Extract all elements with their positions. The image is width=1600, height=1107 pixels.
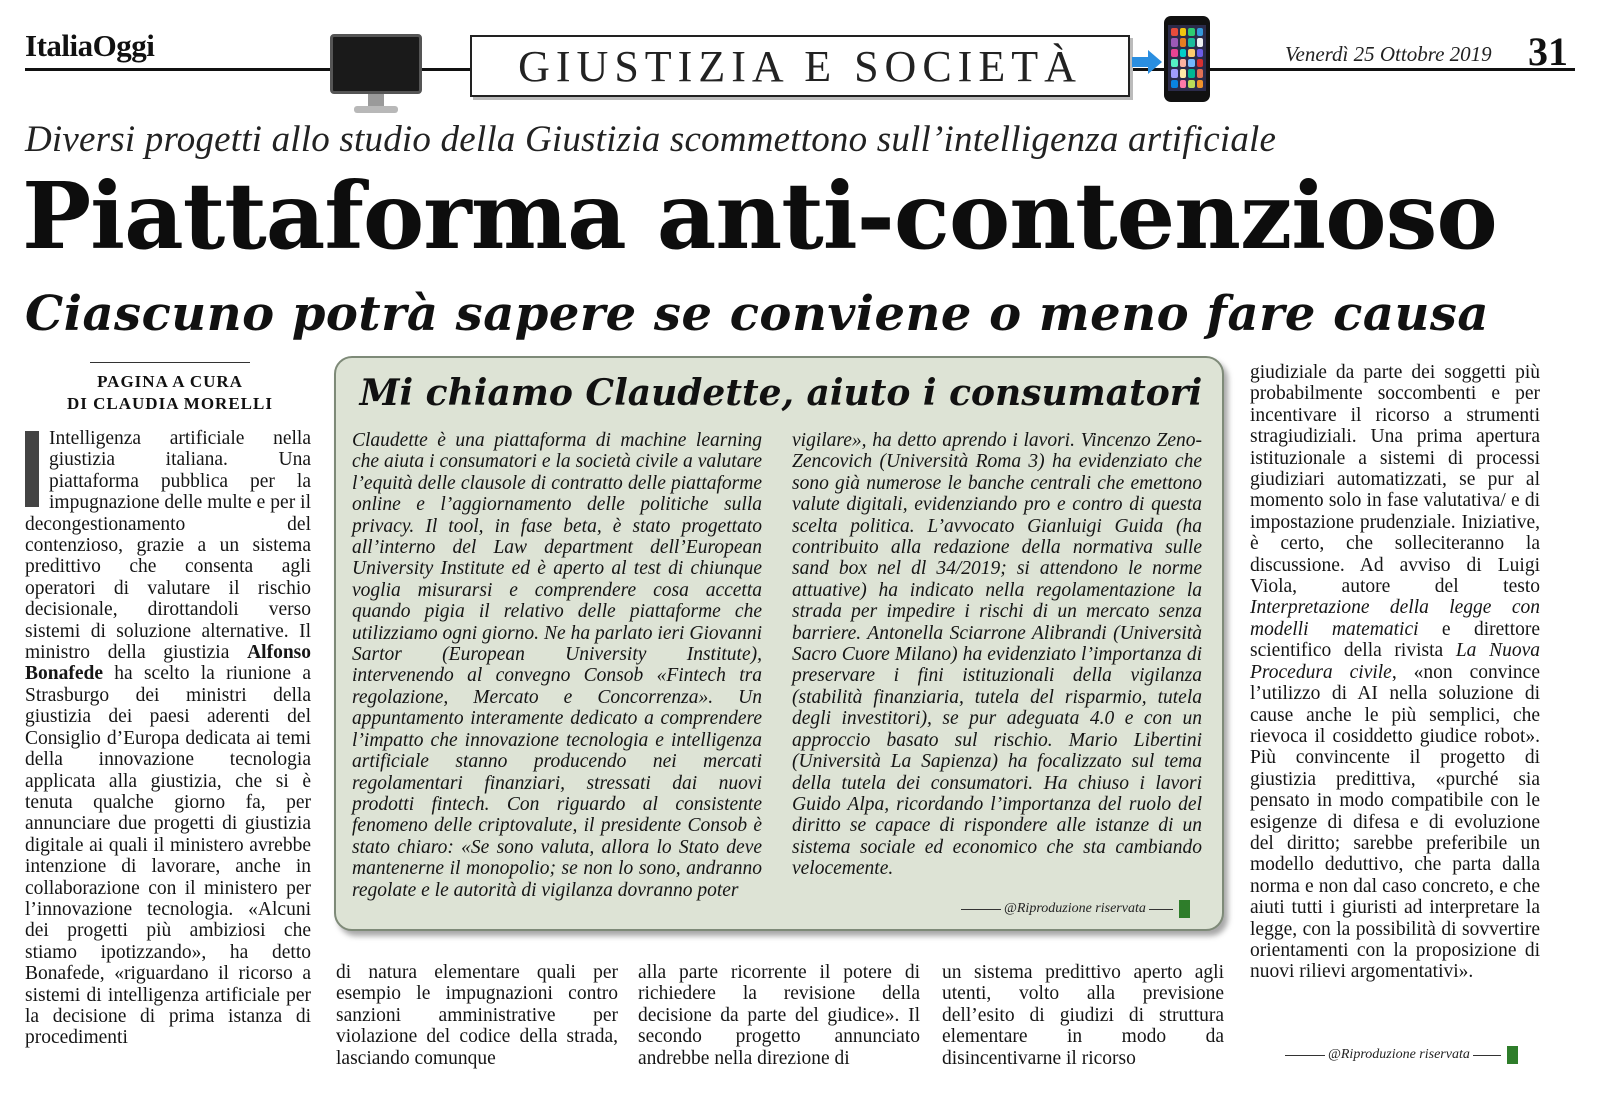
drop-cap-bar	[25, 431, 39, 507]
article-column-5	[1250, 362, 1540, 983]
byline	[25, 362, 315, 415]
copyright-text: @Riproduzione riservata	[1004, 901, 1146, 916]
byline-rule	[90, 362, 250, 363]
end-marker-icon	[1179, 900, 1190, 918]
sidebar-column-right: vigilare», ha detto aprendo i lavori. Vincenzo Zeno-Zencovich (Università Roma 3) ha evidenziato che sono già numerose le banche centrali che emettono valute digitali, evidenziando pro e contro di questa scelta politica. L’avvocato Gianluigi Guida (ha contribuito alla redazione della normativa sulle sand box nel dl 34/2019; si attendono le norme attuative) ha indicato nella regolamentazione la strada per impedire i rischi di un mercato senza barriere. Antonella Sciarrone Alibrandi (Università Sacro Cuore Milano) ha evidenziato l’importanza di preservare i fini istituzionali della vigilanza (stabilità finanziaria, tutela del risparmio, tutela degli investitori), se pur adeguata 4.0 e con un approccio basato sul rischio. Mario Libertini (Università La Sapienza) ha focalizzato sul tema della tutela dei consumatori. Ha chiuso i lavori Guido Alpa, ricordando l’importanza del ruolo del diritto se capace di rispondere alle istanze di un sistema sociale ed economico che sta cambiando velocemente.	[792, 430, 1202, 880]
section-title: GIUSTIZIA E SOCIETÀ	[518, 41, 1082, 91]
sidebar-box	[334, 356, 1224, 931]
smartphone-icon	[1164, 16, 1210, 102]
byline-label: PAGINA A CURA	[97, 372, 243, 391]
sidebar-column-left: Claudette è una piattaforma di machine learning che aiuta i consumatori e la società civile a valutare l’equità delle clausole di contratto delle piattaforme online e l’aggiornamento delle politiche sulla privacy. Il tool, in fase beta, è stato progettato all’interno del Law department dell’European University Institute ed è aperto al test di chiunque voglia misurarsi e comprendere cosa accetta quando pigia il relativo delle piattaforme che utilizziamo ogni giorno. Ne ha parlato ieri Giovanni Sartor (European University Institute), intervenendo al convegno Consob «Fintech tra regolazione, Mercato e Concorrenza». Un appuntamento interamente dedicato a comprendere l’impatto che innovazione tecnologia e intelligenza artificiale stanno producendo nei mercati regolamentari finanziari, stressati dai nuovi prodotti fintech. Con riguardo al consistente fenomeno delle criptovalute, il presidente Consob è stato chiaro: «Se sono valuta, allora lo Stato deve mantenerne il monopolio; se non lo sono, andranno regolate e le autorità di vigilanza dovranno poter	[352, 430, 762, 901]
journal-title: La Nuova Procedura civile	[1250, 640, 1540, 683]
article-column-3	[638, 962, 920, 1069]
copyright-text: @Riproduzione riservata	[1328, 1047, 1470, 1062]
newspaper-logo: ItaliaOggi	[25, 28, 155, 63]
article-text: ha scelto la riunione a Strasburgo dei ministri della giustizia dei paesi aderenti del Consiglio d’Europa dedicata ai temi della innovazione tecnologia applicata alla giustizia, che si è tenuta qualche giorno fa, per annunciare due progetti di giustizia digitale ai quali il ministero avrebbe intenzione di lavorare, anche in collaborazione con il ministero per l’innovazione tecnologia. «Alcuni dei progetti più ambiziosi che stiamo ipotizzando», ha detto Bonafede, «riguardano il ricorso a sistemi di intelligenza artificiale per la decisione di prima istanza di procedimenti	[25, 663, 311, 1049]
page-number: 31	[1528, 29, 1568, 74]
main-headline: Piattaforma anti-contenzioso	[22, 162, 1497, 270]
end-marker-icon	[1507, 1046, 1518, 1064]
minister-name: Alfonso Bonafede	[25, 642, 312, 685]
arrow-right-icon	[1132, 50, 1162, 74]
masthead	[0, 0, 1600, 120]
article-text: Intelligenza artificiale nella giustizia italiana. Una piattaforma pubblica per la impugnazione delle multe e per il decongestionamento del contenzioso, grazie a un sistema predittivo che consenta agli operatori di valutare il rischio decisionale, dirottandoli verso sistemi di soluzione alternative. Il ministro della giustizia	[25, 428, 311, 664]
article-column-1	[25, 428, 311, 1049]
article-text: , «non convince l’utilizzo di AI nella soluzione di cause anche le più semplici, che rievoca il cosiddetto giudice robot». Più convincente il progetto di giustizia predittiva, «purché sia pensato in modo compatibile con le esigenze di difesa e di evoluzione del diritto; sarebbe preferibile un modello deduttivo, che parta dalla norma e non dal caso concreto, e che aiuti tutti i giuristi ad interpretare la legge, con la possibilità di sovvertire orientamenti con la proposizione di nuovi rilievi argomentativi».	[1250, 661, 1540, 983]
sidebar-title: Mi chiamo Claudette, aiuto i consumatori	[359, 372, 1203, 414]
sidebar-copyright	[961, 900, 1190, 918]
article-column-2	[336, 962, 618, 1069]
article-text: di natura elementare quali per esempio le impugnazioni contro sanzioni amministrative per violazione del codice della strada, lasciando comunque	[336, 962, 618, 1069]
kicker-line: Diversi progetti allo studio della Giustizia scommettono sull’intelligenza artificiale	[25, 119, 1277, 160]
issue-date: Venerdì 25 Ottobre 2019	[1285, 42, 1492, 66]
article-text: un sistema predittivo aperto agli utenti, volto alla previsione dell’esito di giudizi di struttura elementare in modo da disincentivarne il ricorso	[942, 962, 1224, 1069]
subheadline: Ciascuno potrà sapere se conviene o meno fare causa	[25, 286, 1489, 342]
article-column-4	[942, 962, 1224, 1069]
monitor-icon	[330, 34, 422, 116]
byline-author: DI CLAUDIA MORELLI	[67, 394, 273, 413]
article-text: giudiziale da parte dei soggetti più probabilmente soccombenti e per incentivare il ricorso a strumenti stragiudiziali. Una prima apertura istituzionale a sistemi di processi giudiziari automatizzati, se pur al momento solo in fase valutativa/ e di impostazione prudenziale. Iniziative, è certo, che solleciteranno la discussione. Ad avviso di Luigi Viola, autore del testo	[1250, 362, 1540, 598]
article-text: alla parte ricorrente il potere di richiedere la revisione della decisione da parte del giudice». Il secondo progetto annunciato andrebbe nella direzione di	[638, 962, 920, 1069]
section-header-box	[470, 35, 1130, 97]
book-title: Interpretazione della legge con modelli matematici	[1250, 597, 1540, 640]
article-text: e direttore scientifico della rivista	[1250, 618, 1541, 662]
article-copyright	[1285, 1046, 1518, 1064]
